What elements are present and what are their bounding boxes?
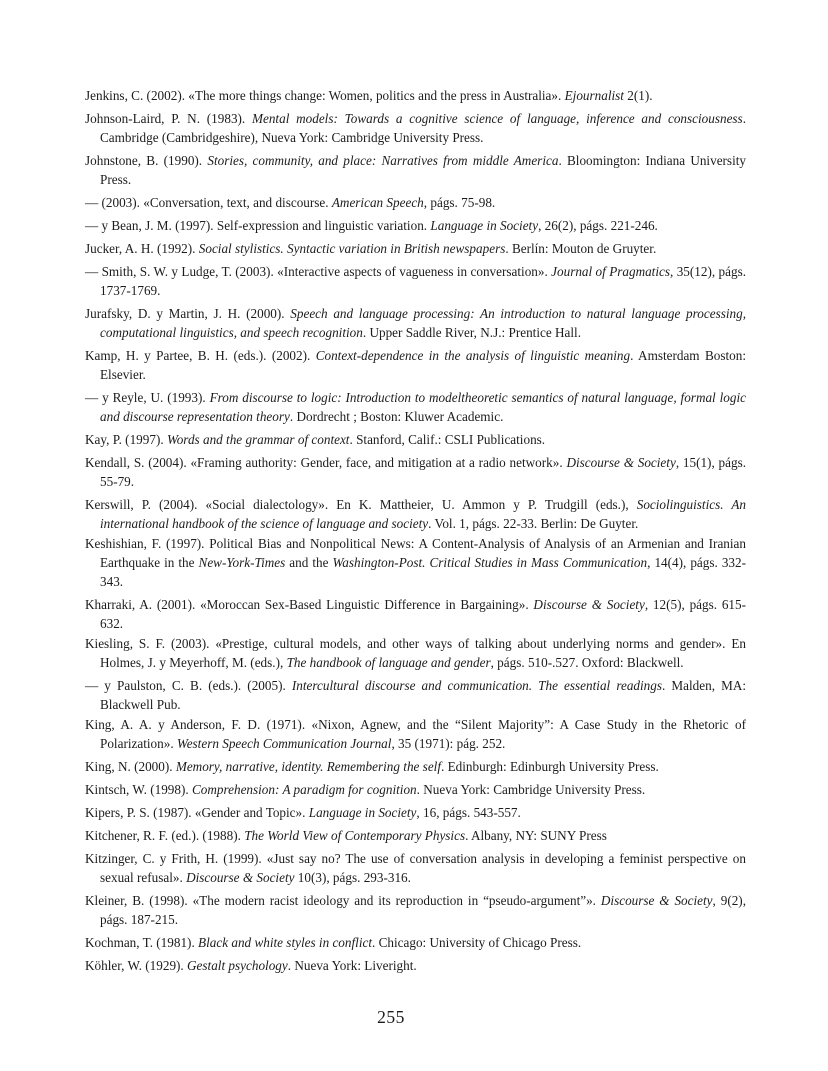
entry-text: Kipers, P. S. (1987). «Gender and Topic». (85, 805, 309, 820)
bib-entry (85, 193, 746, 212)
entry-text: Kiesling, S. F. (2003). «Prestige, cultural models, and other ways of talking about underlying norms and gender». En Holmes, J. y Meyerhoff, M. (eds.), (85, 636, 746, 670)
entry-text: . Malden, MA: Blackwell Pub. (100, 678, 747, 712)
entry-text: 2(1). (623, 88, 653, 103)
work-title-italic: Discourse & Society (600, 893, 713, 908)
entry-text: Johnstone, B. (1990). (85, 153, 208, 168)
bib-entry (85, 216, 746, 235)
entry-text: King, N. (2000). (85, 759, 176, 774)
work-title-italic: Memory, narrative, identity. Remembering the self (175, 759, 441, 774)
bib-entry (85, 388, 746, 426)
entry-text: and the (285, 555, 333, 570)
work-title-italic: From discourse to logic: Introduction to modeltheoretic semantics of natural language, formal logic and discourse representation theory (100, 390, 746, 424)
entry-text: 10(3), págs. 293-316. (294, 870, 411, 885)
work-title-italic: Intercultural discourse and communication. The essential readings (291, 678, 662, 693)
bib-entry (85, 933, 746, 952)
work-title-italic: Language in Society (308, 805, 417, 820)
entry-text: , 12(5), págs. 615-632. (100, 597, 747, 631)
bib-entry (85, 780, 746, 799)
bib-entry (85, 956, 746, 975)
entry-text: . Albany, NY: SUNY Press (465, 828, 607, 843)
bib-entry (85, 676, 746, 714)
entry-text: , págs. 510-.527. Oxford: Blackwell. (490, 655, 684, 670)
bib-entry (85, 849, 746, 887)
work-title-italic: Discourse & Society (533, 597, 645, 612)
bib-entry (85, 430, 746, 449)
entry-text: . Amsterdam Boston: Elsevier. (100, 348, 747, 382)
work-title-italic: Discourse & Society (566, 455, 676, 470)
bib-entry (85, 826, 746, 845)
bib-entry (85, 595, 746, 633)
entry-text: . Bloomington: Indiana University Press. (100, 153, 746, 187)
entry-text: Kitchener, R. F. (ed.). (1988). (85, 828, 245, 843)
entry-text: , 35 (1971): pág. 252. (391, 736, 506, 751)
bib-entry (85, 534, 746, 591)
work-title-italic: Black and white styles in conflict (198, 935, 373, 950)
entry-text: . Nueva York: Cambridge University Press. (416, 782, 646, 797)
entry-text: Kerswill, P. (2004). «Social dialectology». En K. Mattheier, U. Ammon y P. Trudgill (eds.), (85, 497, 637, 512)
entry-text: , 26(2), págs. 221-246. (538, 218, 658, 233)
bib-entry (85, 634, 746, 672)
bib-entry (85, 304, 746, 342)
entry-text: . Nueva York: Liveright. (287, 958, 417, 973)
work-title-italic: Stories, community, and place: Narratives from middle America (207, 153, 559, 168)
work-title-italic: The World View of Contemporary Physics (244, 828, 466, 843)
entry-text: Jenkins, C. (2002). «The more things change: Women, politics and the press in Australia». (85, 88, 565, 103)
bib-entry (85, 346, 746, 384)
page-number: 255 (377, 1007, 405, 1027)
bib-entry (85, 151, 746, 189)
entry-text: , 9(2), págs. 187-215. (100, 893, 746, 927)
bib-entry (85, 239, 746, 258)
entry-text: Keshishian, F. (1997). Political Bias and Nonpolitical News: A Content-Analysis of Analysis of an Armenian and Iranian Earthquake in the (85, 536, 746, 570)
work-title-italic: Gestalt psychology (187, 958, 288, 973)
entry-text: Jucker, A. H. (1992). (85, 241, 199, 256)
entry-text: — Smith, S. W. y Ludge, T. (2003). «Interactive aspects of vagueness in conversation». (85, 264, 552, 279)
entry-text: , 14(4), págs. 332-343. (100, 555, 747, 589)
work-title-italic: Comprehension: A paradigm for cognition (191, 782, 417, 797)
work-title-italic: Sociolinguistics. An international handbook of the science of language and society (100, 497, 746, 531)
entry-text: Kay, P. (1997). (85, 432, 167, 447)
entry-text: , 15(1), págs. 55-79. (100, 455, 746, 489)
work-title-italic: Speech and language processing: An introduction to natural language processing, computational linguistics, and speech recognition (100, 306, 746, 340)
entry-text: . Berlín: Mouton de Gruyter. (505, 241, 657, 256)
entry-text: — (2003). «Conversation, text, and discourse. (85, 195, 332, 210)
work-title-italic: Social stylistics. Syntactic variation in British newspapers (198, 241, 506, 256)
entry-text: . Edinburgh: Edinburgh University Press. (441, 759, 659, 774)
entry-text: . Vol. 1, págs. 22-33. Berlin: De Guyter. (428, 516, 639, 531)
work-title-italic: Ejournalist (564, 88, 624, 103)
bib-entry (85, 757, 746, 776)
entry-text: Johnson-Laird, P. N. (1983). (85, 111, 252, 126)
entry-text: . Chicago: University of Chicago Press. (372, 935, 582, 950)
work-title-italic: American Speech (331, 195, 424, 210)
bib-entry (85, 262, 746, 300)
bib-entry (85, 715, 746, 753)
entry-text: Kharraki, A. (2001). «Moroccan Sex-Based Linguistic Difference in Bargaining». (85, 597, 534, 612)
bibliography-list (85, 86, 746, 975)
bib-entry (85, 891, 746, 929)
entry-text: Köhler, W. (1929). (85, 958, 188, 973)
work-title-italic: Western Speech Communication Journal (176, 736, 392, 751)
work-title-italic: Language in Society (430, 218, 539, 233)
entry-text: Kitzinger, C. y Frith, H. (1999). «Just say no? The use of conversation analysis in developing a feminist perspective on sexual refusal». (85, 851, 746, 885)
work-title-italic: Mental models: Towards a cognitive science of language, inference and consciousness (252, 111, 743, 126)
work-title-italic: The handbook of language and gender (286, 655, 491, 670)
entry-text: . Stanford, Calif.: CSLI Publications. (349, 432, 546, 447)
work-title-italic: Context-dependence in the analysis of linguistic meaning (315, 348, 631, 363)
bib-entry (85, 109, 746, 147)
entry-text: Kochman, T. (1981). (85, 935, 199, 950)
entry-text: , 35(12), págs. 1737-1769. (100, 264, 746, 298)
work-title-italic: Words and the grammar of context (166, 432, 350, 447)
entry-text: King, A. A. y Anderson, F. D. (1971). «Nixon, Agnew, and the “Silent Majority”: A Case Study in the Rhetoric of Polarization». (85, 717, 746, 751)
bib-entry (85, 86, 746, 105)
work-title-italic: New-York-Times (198, 555, 286, 570)
entry-text: , 16, págs. 543-557. (416, 805, 521, 820)
entry-text: Jurafsky, D. y Martin, J. H. (2000). (85, 306, 291, 321)
work-title-italic: Discourse & Society (186, 870, 295, 885)
entry-text: — y Paulston, C. B. (eds.). (2005). (85, 678, 292, 693)
entry-text: Kintsch, W. (1998). (85, 782, 192, 797)
work-title-italic: Washington-Post. Critical Studies in Mass Communication (332, 555, 648, 570)
work-title-italic: Journal of Pragmatics (551, 264, 671, 279)
entry-text: Kendall, S. (2004). «Framing authority: Gender, face, and mitigation at a radio network». (85, 455, 567, 470)
entry-text: . Cambridge (Cambridgeshire), Nueva York: Cambridge University Press. (100, 111, 746, 145)
entry-text: . Upper Saddle River, N.J.: Prentice Hall. (362, 325, 581, 340)
bib-entry (85, 453, 746, 491)
entry-text: Kamp, H. y Partee, B. H. (eds.). (2002). (85, 348, 316, 363)
entry-text: Kleiner, B. (1998). «The modern racist ideology and its reproduction in “pseudo-argument”». (85, 893, 601, 908)
entry-text: — y Reyle, U. (1993). (85, 390, 210, 405)
entry-text: , págs. 75-98. (423, 195, 496, 210)
bib-entry (85, 803, 746, 822)
entry-text: . Dordrecht ; Boston: Kluwer Academic. (289, 409, 504, 424)
bib-entry (85, 495, 746, 533)
entry-text: — y Bean, J. M. (1997). Self-expression and linguistic variation. (85, 218, 431, 233)
